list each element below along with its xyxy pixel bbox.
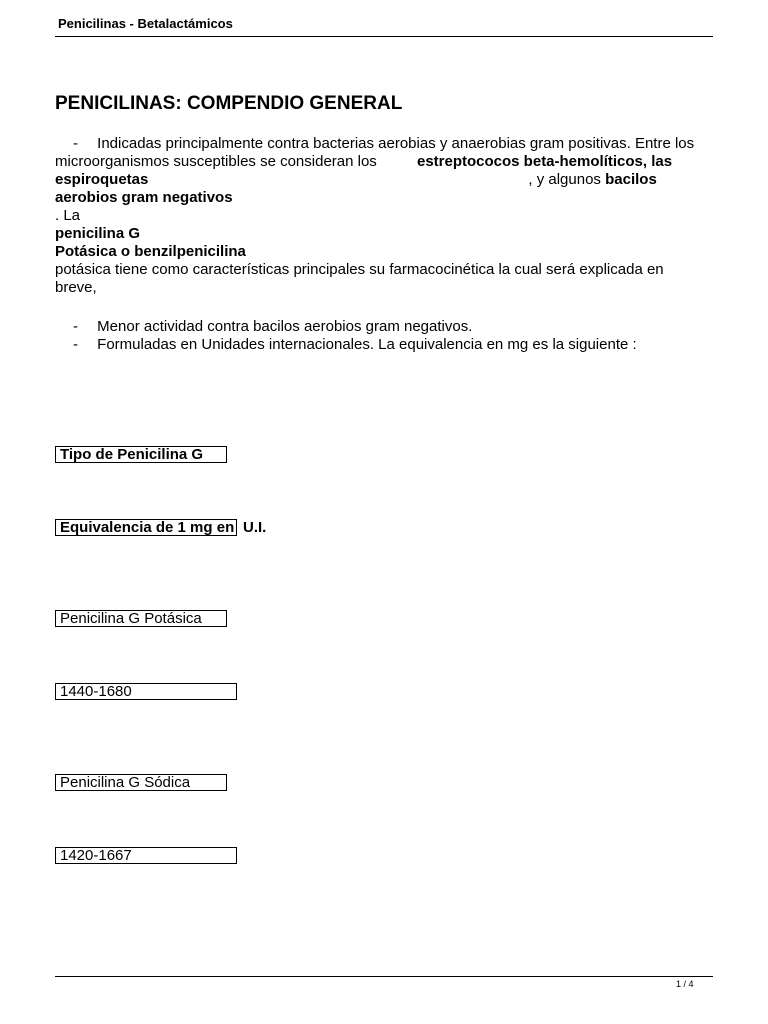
running-header-title: Penicilinas - Betalactámicos xyxy=(58,16,233,31)
footer-rule xyxy=(55,976,713,977)
table-header-equivalence: Equivalencia de 1 mg en xyxy=(55,519,237,536)
intro-bold-streptococci: estreptococos beta-hemolíticos, las xyxy=(416,153,673,170)
intro-bold-aerobios: aerobios gram negativos xyxy=(55,189,233,206)
table-cell-name: Penicilina G Potásica xyxy=(55,610,227,627)
intro-paragraph xyxy=(55,135,715,297)
bullet-dash: - xyxy=(73,336,78,353)
bullet-dash: - xyxy=(73,318,78,335)
list-item xyxy=(55,318,715,336)
intro-text-2a: microorganismos susceptibles se consideran los xyxy=(55,153,377,170)
table-cell-value: 1420-1667 xyxy=(55,847,237,864)
table-header-type: Tipo de Penicilina G xyxy=(55,446,227,463)
intro-line-3 xyxy=(55,171,715,189)
intro-line-2 xyxy=(55,153,715,171)
intro-text-3b: , y algunos xyxy=(528,171,606,188)
intro-text-8: potásica tiene como características principales su farmacocinética la cual será explicada en xyxy=(55,261,664,278)
list-item xyxy=(55,336,715,354)
bullet-text: Menor actividad contra bacilos aerobios gram negativos. xyxy=(97,318,473,335)
intro-bold-spirochetes: espiroquetas xyxy=(55,171,149,188)
intro-bold-bacilos: bacilos xyxy=(605,171,657,188)
table-cell-value: 1440-1680 xyxy=(55,683,237,700)
intro-text-la: . La xyxy=(55,207,81,224)
intro-bold-penicilina-g: penicilina G xyxy=(55,225,141,242)
table-header-equivalence-unit: U.I. xyxy=(243,519,267,536)
page-number: 1 / 4 xyxy=(676,979,694,989)
intro-bold-potasica: Potásica o benzilpenicilina xyxy=(55,243,246,260)
table-cell-name: Penicilina G Sódica xyxy=(55,774,227,791)
header-rule xyxy=(55,36,713,37)
bullet-list xyxy=(55,318,715,354)
bullet-dash: - xyxy=(73,135,78,152)
intro-line-1 xyxy=(55,135,715,153)
document-title: PENICILINAS: COMPENDIO GENERAL xyxy=(55,93,403,114)
intro-text-9: breve, xyxy=(55,279,97,296)
bullet-text: Formuladas en Unidades internacionales. La equivalencia en mg es la siguiente : xyxy=(97,336,637,353)
intro-text-1: Indicadas principalmente contra bacterias aerobias y anaerobias gram positivas. Entre los xyxy=(97,135,695,152)
